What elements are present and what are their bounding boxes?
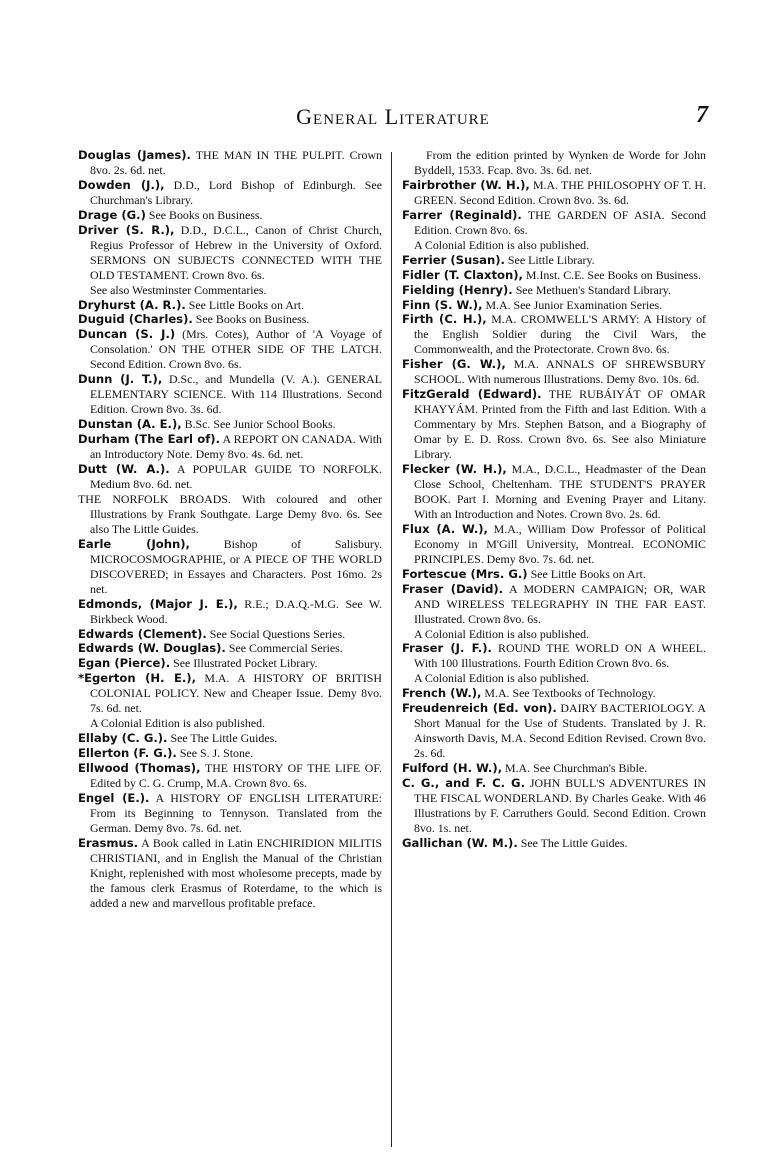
- author-name: Ellwood (Thomas),: [78, 761, 201, 776]
- entry-description: See Books on Business.: [148, 207, 263, 222]
- catalogue-entry: [78, 372, 382, 417]
- catalogue-entry: [402, 641, 706, 671]
- catalogue-entry: [78, 462, 382, 492]
- author-name: Finn (S. W.),: [402, 297, 483, 312]
- entry-description: D.Sc., and Mundella (V. A.). GENERAL ELEMENTARY SCIENCE. With 114 Illustrations. Second Edition. Crown 8vo. 3s. 6d.: [90, 372, 382, 417]
- entry-description: D.D., Lord Bishop of Edinburgh. See Churchman's Library.: [90, 177, 382, 207]
- author-name: Fraser (J. F.).: [402, 641, 492, 656]
- author-name: Durham (The Earl of).: [78, 432, 220, 447]
- author-name: Ellaby (C. G.).: [78, 731, 168, 746]
- author-name: FitzGerald (Edward).: [402, 387, 542, 402]
- catalogue-entry: [402, 836, 706, 851]
- entry-description: See Books on Business.: [195, 312, 310, 327]
- author-name: Ellerton (F. G.).: [78, 746, 177, 761]
- catalogue-entry: [78, 327, 382, 372]
- entry-note: A Colonial Edition is also published.: [414, 671, 590, 686]
- author-name: Duguid (Charles).: [78, 312, 193, 327]
- catalogue-entry: [78, 492, 382, 537]
- catalogue-entry: [402, 208, 706, 238]
- right-column: [402, 148, 706, 851]
- author-name: Fisher (G. W.),: [402, 357, 506, 372]
- author-name: Fraser (David).: [402, 581, 504, 596]
- author-name: French (W.),: [402, 686, 482, 701]
- catalogue-entry: [78, 836, 382, 911]
- entry-description: (Mrs. Cotes), Author of 'A Voyage of Consolation.' ON THE OTHER SIDE OF THE LATCH. Second Edition. Crown 8vo. 6s.: [90, 327, 382, 372]
- author-name: Drage (G.): [78, 207, 146, 222]
- catalogue-entry: [78, 417, 382, 432]
- entry-description: See Methuen's Standard Library.: [515, 282, 671, 297]
- catalogue-entry: [402, 522, 706, 567]
- entry-description: M.A. ANNALS OF SHREWSBURY SCHOOL. With numerous Illustrations. Demy 8vo. 10s. 6d.: [414, 357, 707, 387]
- catalogue-entry: [402, 253, 706, 268]
- catalogue-entry: [402, 387, 706, 462]
- entry-description: See The Little Guides.: [520, 835, 628, 850]
- author-name: Dryhurst (A. R.).: [78, 297, 186, 312]
- author-name: Farrer (Reginald).: [402, 207, 522, 222]
- catalogue-entry: [402, 567, 706, 582]
- entry-description: M.A. CROMWELL'S ARMY: A History of the English Soldier during the Civil Wars, the Commonwealth, and the Protectorate. Crown 8vo. 6s.: [414, 312, 706, 357]
- catalogue-entry: [78, 641, 382, 656]
- author-name: *Egerton (H. E.),: [78, 671, 196, 686]
- entry-description: A REPORT ON CANADA. With an Introductory Note. Demy 8vo. 4s. 6d. net.: [90, 432, 382, 462]
- author-name: Flux (A. W.),: [402, 521, 488, 536]
- entry-description: M.A. THE PHILOSOPHY OF T. H. GREEN. Second Edition. Crown 8vo. 3s. 6d.: [414, 177, 706, 207]
- catalogue-entry: [402, 776, 706, 836]
- entry-description: Bishop of Salisbury. MICROCOSMOGRAPHIE, or A PIECE OF THE WORLD DISCOVERED; in Essayes and Characters. Post 16mo. 2s net.: [90, 536, 382, 596]
- entry-description: B.Sc. See Junior School Books.: [184, 417, 336, 432]
- author-name: Dunstan (A. E.),: [78, 417, 182, 432]
- entry-description: See Illustrated Pocket Library.: [173, 656, 318, 671]
- author-name: Freudenreich (Ed. von).: [402, 701, 557, 716]
- entry-description: A MODERN CAMPAIGN; OR, WAR AND WIRELESS TELEGRAPHY IN THE FAR EAST. Illustrated. Crown 8vo. 6s.: [414, 581, 706, 626]
- catalogue-entry: [78, 627, 382, 642]
- author-name: Fielding (Henry).: [402, 282, 513, 297]
- entry-description: THE RUBÁIYÁT OF OMAR KHAYYÁM. Printed from the Fifth and last Edition. With a Commentary by Mrs. Stephen Batson, and a Biography of Omar by E. D. Ross. Crown 8vo. 6s. See also Miniature Library.: [414, 387, 706, 462]
- catalogue-entry: [402, 701, 706, 761]
- entry-description: See Little Books on Art.: [530, 566, 646, 581]
- catalogue-entry: [402, 761, 706, 776]
- entry-description: See Little Library.: [507, 252, 595, 267]
- catalogue-entry: [402, 582, 706, 627]
- running-title: General Literature: [296, 104, 490, 129]
- author-name: Gallichan (W. M.).: [402, 835, 518, 850]
- catalogue-entry: [402, 686, 706, 701]
- catalogue-entry: [78, 731, 382, 746]
- author-name: Fairbrother (W. H.),: [402, 177, 530, 192]
- catalogue-entry: [402, 178, 706, 208]
- catalogue-entry: [78, 791, 382, 836]
- entry-description: R.E.; D.A.Q.-M.G. See W. Birkbeck Wood.: [90, 596, 382, 626]
- author-name: Fulford (H. W.),: [402, 761, 503, 776]
- entry-description: A POPULAR GUIDE TO NORFOLK. Medium 8vo. 6d. net.: [90, 462, 382, 491]
- catalogue-entry: [78, 148, 382, 178]
- catalogue-entry: [402, 462, 706, 522]
- author-name: Fortescue (Mrs. G.): [402, 566, 528, 581]
- catalogue-entry: [402, 357, 706, 387]
- entry-description: D.D., D.C.L., Canon of Christ Church, Regius Professor of Hebrew in the University of Oxford. SERMONS ON SUBJECTS CONNECTED WITH THE OLD TESTAMENT. Crown 8vo. 6s.: [90, 222, 382, 282]
- catalogue-entry: [402, 283, 706, 298]
- catalogue-entry: [78, 312, 382, 327]
- catalogue-entry: [78, 208, 382, 223]
- author-name: C. G., and F. C. G.: [402, 776, 525, 791]
- author-name: Duncan (S. J.): [78, 327, 176, 342]
- catalogue-entry: [78, 223, 382, 283]
- entry-description: A Book called in Latin ENCHIRIDION MILITIS CHRISTIANI, and in English the Manual of the Christian Knight, replenished with most wholesome precepts, made by the famous clerk Erasmus of Roterdame, to the which is added a new and marvellous profitable preface.: [90, 835, 382, 910]
- catalogue-entry: [78, 178, 382, 208]
- entry-description: From the edition printed by Wynken de Worde for John Byddell, 1533. Fcap. 8vo. 3s. 6d. net.: [414, 148, 706, 177]
- entry-description: M.A. See Textbooks of Technology.: [484, 686, 656, 701]
- page-header: [78, 104, 708, 134]
- author-name: Erasmus.: [78, 835, 139, 850]
- catalogue-entry: [402, 298, 706, 313]
- author-name: Fidler (T. Claxton),: [402, 267, 523, 282]
- entry-description: M.A., William Dow Professor of Political Economy in M'Gill University, Montreal. ECONOMIC PRINCIPLES. Demy 8vo. 7s. 6d. net.: [414, 521, 706, 566]
- author-name: Edwards (Clement).: [78, 626, 207, 641]
- catalogue-entry: [402, 148, 706, 178]
- author-name: Engel (E.).: [78, 790, 150, 805]
- entry-description: See Social Questions Series.: [209, 626, 346, 641]
- entry-description: M.A. See Churchman's Bible.: [505, 761, 648, 776]
- entry-note: A Colonial Edition is also published.: [414, 237, 590, 252]
- catalogue-entry: [78, 746, 382, 761]
- entry-description: See Little Books on Art.: [188, 297, 305, 312]
- author-name: Dowden (J.),: [78, 177, 165, 192]
- catalogue-entry: [78, 597, 382, 627]
- entry-description: See The Little Guides.: [170, 731, 278, 746]
- entry-note: A Colonial Edition is also published.: [90, 716, 266, 731]
- author-name: Edmonds, (Major J. E.),: [78, 596, 238, 611]
- left-column: [78, 148, 382, 911]
- entry-description: See S. J. Stone.: [179, 746, 254, 761]
- entry-description: THE GARDEN OF ASIA. Second Edition. Crown 8vo. 6s.: [414, 207, 706, 237]
- catalogue-entry: [78, 656, 382, 671]
- entry-description: THE NORFOLK BROADS. With coloured and other Illustrations by Frank Southgate. Large Demy 8vo. 6s. See also The Little Guides.: [78, 491, 382, 536]
- author-name: Ferrier (Susan).: [402, 252, 505, 267]
- entry-description: DAIRY BACTERIOLOGY. A Short Manual for the Use of Students. Translated by J. R. Ainsworth Davis, M.A. Second Edition Revised. Crown 8vo. 2s. 6d.: [414, 701, 706, 761]
- entry-description: M.A. See Junior Examination Series.: [485, 297, 663, 312]
- author-name: Earle (John),: [78, 536, 190, 551]
- column-divider: [391, 152, 392, 1147]
- author-name: Driver (S. R.),: [78, 222, 175, 237]
- catalogue-entry: [78, 298, 382, 313]
- catalogue-entry: [78, 761, 382, 791]
- entry-description: M.A., D.C.L., Headmaster of the Dean Close School, Cheltenham. THE STUDENT'S PRAYER BOOK. Part I. Morning and Evening Prayer and Litany. With an Introduction and Notes. Crown 8vo. 2s. 6d.: [414, 462, 706, 521]
- entry-description: JOHN BULL'S ADVENTURES IN THE FISCAL WONDERLAND. By Charles Geake. With 46 Illustrations by F. Carruthers Gould. Second Edition. Crown 8vo. 1s. net.: [414, 776, 707, 835]
- catalogue-entry: [402, 268, 706, 283]
- entry-description: A HISTORY OF ENGLISH LITERATURE: From its Beginning to Tennyson. Translated from the German. Demy 8vo. 7s. 6d. net.: [90, 790, 382, 835]
- page-number: 7: [696, 102, 708, 128]
- entry-description: See Commercial Series.: [228, 641, 343, 656]
- catalogue-entry: [402, 312, 706, 357]
- catalogue-entry: [78, 537, 382, 597]
- catalogue-entry: [78, 671, 382, 716]
- entry-description: M.Inst. C.E. See Books on Business.: [525, 267, 701, 282]
- entry-note: See also Westminster Commentaries.: [90, 282, 267, 297]
- author-name: Dunn (J. T.),: [78, 372, 163, 387]
- author-name: Douglas (James).: [78, 148, 191, 162]
- entry-description: M.A. A HISTORY OF BRITISH COLONIAL POLICY. New and Cheaper Issue. Demy 8vo. 7s. 6d. net.: [90, 671, 382, 716]
- entry-description: ROUND THE WORLD ON A WHEEL. With 100 Illustrations. Fourth Edition Crown 8vo. 6s.: [414, 641, 706, 671]
- catalogue-entry: [78, 432, 382, 462]
- author-name: Dutt (W. A.).: [78, 462, 170, 477]
- entry-description: THE MAN IN THE PULPIT. Crown 8vo. 2s. 6d. net.: [90, 148, 382, 177]
- catalogue-columns: [78, 148, 706, 1148]
- entry-description: THE HISTORY OF THE LIFE OF. Edited by C. G. Crump, M.A. Crown 8vo. 6s.: [90, 761, 383, 791]
- author-name: Firth (C. H.),: [402, 312, 487, 327]
- author-name: Egan (Pierce).: [78, 656, 171, 671]
- author-name: Edwards (W. Douglas).: [78, 641, 226, 656]
- author-name: Flecker (W. H.),: [402, 462, 507, 477]
- entry-note: A Colonial Edition is also published.: [414, 626, 590, 641]
